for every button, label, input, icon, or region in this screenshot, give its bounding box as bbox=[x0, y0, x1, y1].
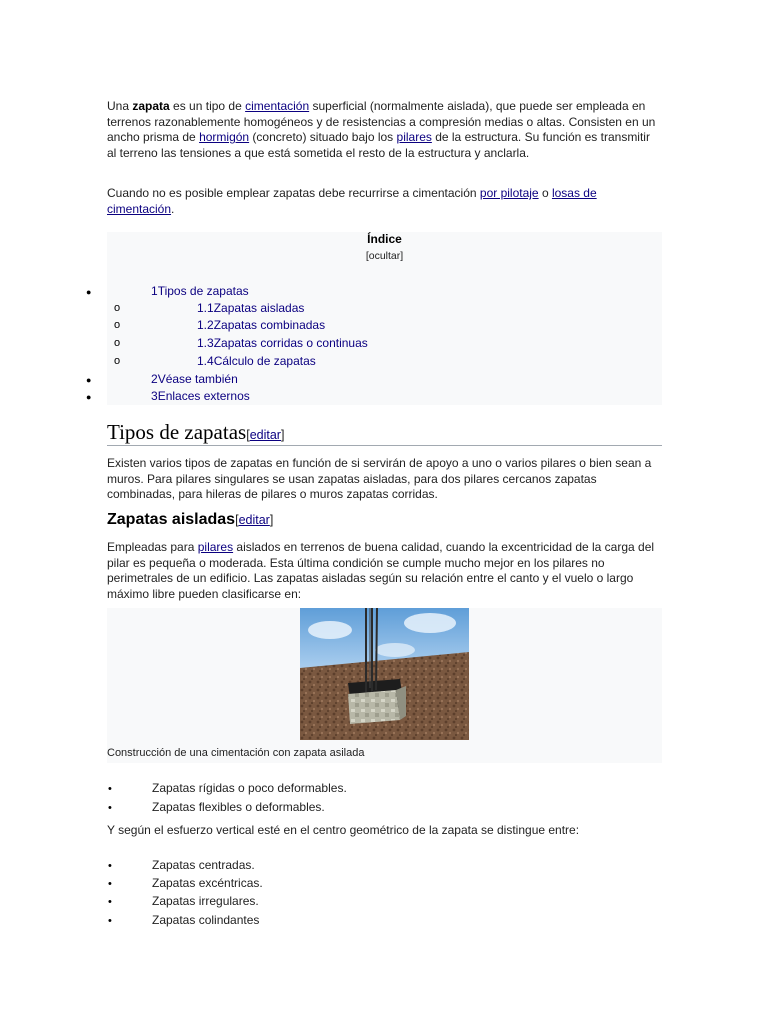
bullet-icon: • bbox=[108, 878, 112, 890]
list-item: Zapatas centradas. bbox=[152, 858, 255, 872]
intro-text: Una bbox=[107, 99, 133, 113]
edit-link[interactable]: editar bbox=[238, 513, 270, 527]
paragraph-text: aislados en terrenos de buena calidad, cuando la excentricidad de la carga del pilar es pequeña o moderada. Esta última condición se cumple mucho mejor en los pilares no perimetrales de un edificio. Las zapatas aisladas según su relación entre el canto y el vuelo o largo máximo libre pueden clasificarse en: bbox=[107, 540, 655, 602]
toc-item-3[interactable]: 3Enlaces externos bbox=[151, 389, 250, 403]
classification-intro: Y según el esfuerzo vertical esté en el centro geométrico de la zapata se distingue entre: bbox=[107, 823, 580, 837]
bullet-icon: • bbox=[108, 783, 112, 795]
term-zapata: zapata bbox=[132, 99, 170, 113]
circle-bullet-icon: o bbox=[114, 302, 121, 314]
bullet-icon: • bbox=[108, 915, 112, 927]
edit-link[interactable]: editar bbox=[249, 428, 281, 442]
toc-item-1-2[interactable]: 1.2Zapatas combinadas bbox=[197, 318, 326, 332]
bullet-icon: • bbox=[108, 860, 112, 872]
intro-text: Cuando no es posible emplear zapatas debe recurrirse a cimentación bbox=[107, 186, 480, 200]
circle-bullet-icon: o bbox=[114, 319, 121, 331]
link-pilares[interactable]: pilares bbox=[396, 130, 432, 145]
intro-text: es un tipo de bbox=[169, 99, 246, 113]
paragraph-text: Empleadas para bbox=[107, 540, 198, 554]
circle-bullet-icon: o bbox=[114, 355, 121, 367]
list-item: Zapatas flexibles o deformables. bbox=[152, 800, 325, 814]
bullet-icon: • bbox=[108, 896, 112, 908]
intro-paragraph bbox=[107, 99, 660, 162]
intro-text: (concreto) situado bajo los bbox=[249, 130, 397, 145]
footing-construction-image bbox=[300, 608, 469, 740]
link-pilotaje[interactable]: por pilotaje bbox=[479, 186, 539, 200]
link-hormigon[interactable]: hormigón bbox=[199, 130, 250, 145]
toc-item-1-1[interactable]: 1.1Zapatas aisladas bbox=[197, 301, 305, 315]
toc-item-1[interactable]: 1Tipos de zapatas bbox=[151, 284, 249, 298]
section-title: Tipos de zapatas bbox=[107, 420, 247, 444]
edit-section-link: [editar] bbox=[246, 428, 285, 442]
link-pilares-2[interactable]: pilares bbox=[197, 540, 234, 554]
heading-divider bbox=[107, 445, 662, 446]
list-item: Zapatas colindantes bbox=[152, 913, 260, 927]
section-paragraph: Existen varios tipos de zapatas en función de si servirán de apoyo a uno o varios pilares o bien sean a muros. Para pilares singulares se usan zapatas aisladas, para dos pilares cercanos zapatas combinadas, para hileras de pilares o muros zapatas corridas. bbox=[107, 456, 652, 502]
intro-text: o bbox=[538, 186, 552, 200]
toc-title: Índice bbox=[367, 232, 402, 246]
toc-toggle[interactable]: [ocultar] bbox=[365, 250, 404, 262]
toc-item-1-3[interactable]: 1.3Zapatas corridas o continuas bbox=[197, 336, 368, 350]
list-item: Zapatas irregulares. bbox=[152, 894, 259, 908]
bullet-icon: ● bbox=[86, 392, 92, 402]
intro-text: . bbox=[171, 201, 175, 216]
link-losas[interactable]: losas de cimentación bbox=[107, 186, 597, 216]
list-item: Zapatas rígidas o poco deformables. bbox=[152, 781, 347, 795]
bullet-icon: • bbox=[108, 802, 112, 814]
edit-section-link: [editar] bbox=[235, 513, 274, 527]
subsection-title: Zapatas aisladas bbox=[107, 511, 236, 528]
list-item: Zapatas excéntricas. bbox=[152, 876, 263, 890]
toc-item-1-4[interactable]: 1.4Cálculo de zapatas bbox=[197, 354, 316, 368]
toc-item-2[interactable]: 2Véase también bbox=[151, 372, 238, 386]
intro-text: de la estructura. Su función es transmitir al terreno las tensiones a que está sometida el resto de la estructura y anclarla. bbox=[107, 130, 650, 161]
section-heading-aisladas bbox=[107, 511, 273, 529]
intro-text: superficial (normalmente aislada), que puede ser empleada en terrenos razonablemente homogéneos y de resistencias a compresión medias o altas. Consisten en un ancho prisma de bbox=[107, 99, 656, 145]
subsection-paragraph bbox=[107, 540, 660, 603]
link-cimentacion[interactable]: cimentación bbox=[245, 99, 310, 113]
bullet-icon: ● bbox=[86, 287, 92, 297]
circle-bullet-icon: o bbox=[114, 337, 121, 349]
intro-paragraph-2 bbox=[107, 186, 660, 217]
figure-caption: Construcción de una cimentación con zapata asilada bbox=[107, 747, 365, 759]
section-heading-tipos bbox=[107, 420, 284, 445]
bullet-icon: ● bbox=[86, 375, 92, 385]
